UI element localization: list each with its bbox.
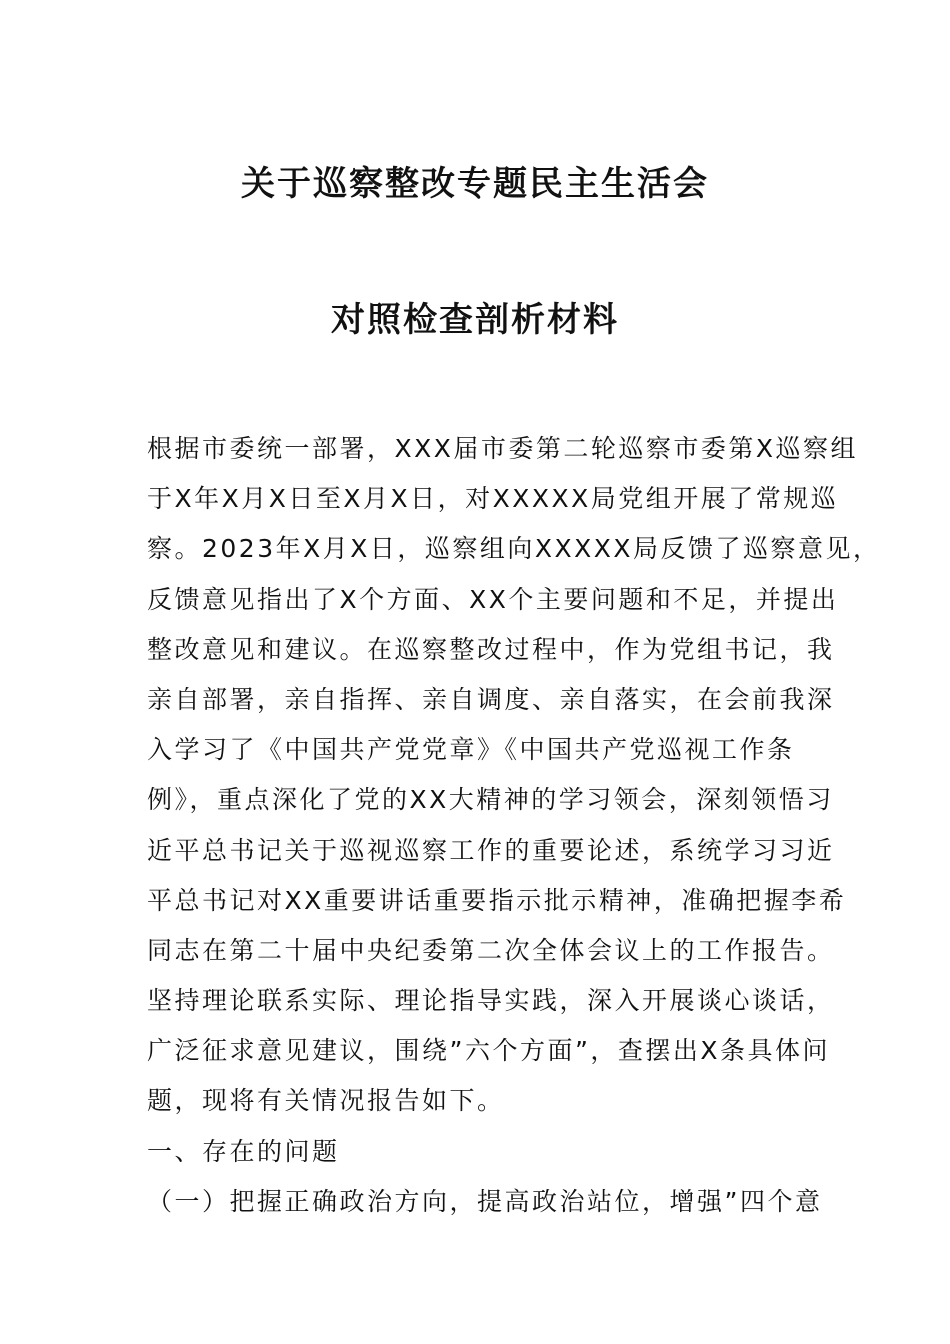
body-line: 例》，重点深化了党的XX大精神的学习领会，深刻领悟习	[147, 785, 834, 815]
body-line: 反馈意见指出了X个方面、XX个主要问题和不足，并提出	[147, 584, 839, 614]
body-line: 同志在第二十届中央纪委第二次全体会议上的工作报告。	[147, 935, 835, 965]
body-line: 根据市委统一部署，XXX届市委第二轮巡察市委第X巡察组	[147, 434, 859, 463]
body-line: 近平总书记关于巡视巡察工作的重要论述，系统学习习近	[147, 835, 835, 865]
body-line: 平总书记对XX重要讲话重要指示批示精神，准确把握李希	[147, 885, 847, 915]
body-line: 坚持理论联系实际、理论指导实践，深入开展谈心谈话，	[147, 986, 835, 1016]
body-line: 题，现将有关情况报告如下。	[147, 1086, 505, 1116]
body-line: 广泛征求意见建议，围绕”六个方面”，查摆出X条具体问	[147, 1036, 831, 1066]
document-title-line-2: 对照检查剖析材料	[331, 300, 619, 340]
document-title-line-1: 关于巡察整改专题民主生活会	[241, 164, 709, 204]
section-heading: 一、存在的问题	[147, 1136, 340, 1166]
subsection-heading: （一）把握正确政治方向，提高政治站位，增强”四个意	[147, 1186, 823, 1216]
document-body	[147, 424, 881, 1227]
body-line: 整改意见和建议。在巡察整改过程中，作为党组书记，我	[147, 634, 835, 664]
body-line: 亲自部署，亲自指挥、亲自调度、亲自落实，在会前我深	[147, 684, 835, 714]
body-line: 于X年X月X日至X月X日，对XXXXX局党组开展了常规巡	[147, 484, 839, 514]
body-line: 察。2023年X月X日，巡察组向XXXXX局反馈了巡察意见，	[147, 534, 881, 564]
body-line: 入学习了《中国共产党党章》《中国共产党巡视工作条	[147, 735, 795, 765]
